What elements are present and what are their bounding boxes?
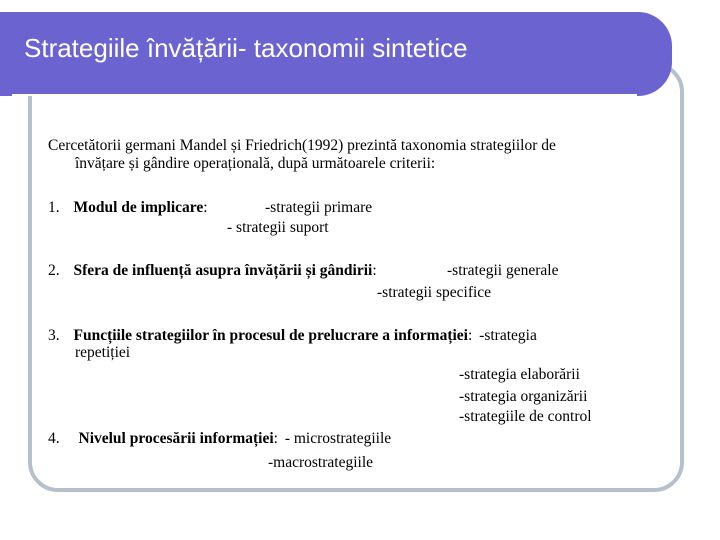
list-item-2 bbox=[48, 262, 377, 280]
slide-title: Strategiile învățării- taxonomii sintetice bbox=[24, 33, 468, 63]
item-3-value-3: -strategia elaborării bbox=[459, 366, 580, 383]
intro-line-2: învățare și gândire operațională, după următoarele criterii: bbox=[75, 155, 436, 172]
item-4-value-2: -macrostrategiile bbox=[268, 454, 374, 471]
item-colon: : bbox=[273, 430, 278, 447]
item-number: 1. bbox=[48, 199, 60, 216]
list-item-3 bbox=[48, 327, 537, 345]
item-colon: : bbox=[467, 327, 473, 344]
item-colon: : bbox=[372, 262, 377, 279]
item-4-value-1: - microstrategiile bbox=[284, 430, 392, 447]
item-number: 4. bbox=[48, 430, 60, 447]
item-colon: : bbox=[203, 199, 208, 216]
item-label: Sfera de influență asupra învățării și gândirii bbox=[73, 262, 373, 279]
item-number: 3. bbox=[48, 327, 60, 344]
item-3-value-4: -strategia organizării bbox=[459, 388, 588, 405]
item-label: Modul de implicare bbox=[73, 199, 204, 216]
list-item-4 bbox=[48, 430, 391, 448]
item-1-value-1: -strategii primare bbox=[265, 199, 373, 216]
item-3-value-1: -strategia bbox=[479, 327, 537, 344]
item-1-value-2: - strategii suport bbox=[227, 219, 329, 236]
title-underline bbox=[12, 94, 637, 96]
item-2-value-2: -strategii specifice bbox=[377, 284, 492, 301]
list-item-1 bbox=[48, 199, 208, 217]
intro-line-1: Cercetătorii germani Mandel și Friedrich(1992) prezintă taxonomia strategiilor de bbox=[48, 137, 556, 154]
item-2-value-1: -strategii generale bbox=[447, 262, 559, 279]
item-number: 2. bbox=[48, 262, 60, 279]
item-label: Funcțiile strategiilor în procesul de prelucrare a informației bbox=[73, 327, 468, 344]
item-3-value-5: -strategiile de control bbox=[459, 408, 592, 425]
item-label: Nivelul procesării informației bbox=[78, 430, 274, 447]
item-3-value-2: repetiției bbox=[75, 344, 131, 361]
